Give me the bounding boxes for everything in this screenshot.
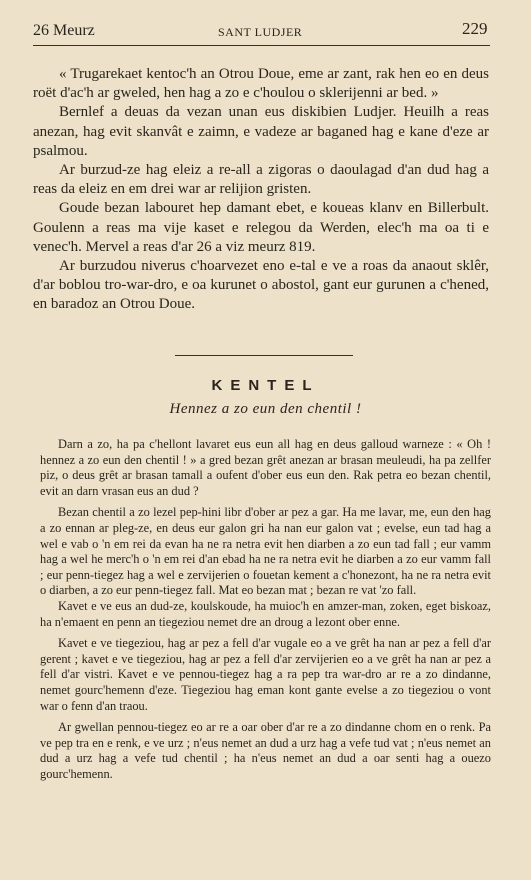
paragraph: Goude bezan labouret hep damant ebet, e koueas klanv en Billerbult. Goulenn a reas ma vije kaset e relegou da Werden, elec'h ma oa ti e venec'h. Mervel a reas d'ar 26 a viz meurz 819. xyxy=(33,200,489,255)
lesson-paragraph: Ar gwellan pennou-tiegez eo ar re a oar ober d'ar re a zo dindanne chom en o renk. Pa ve pep tra en e renk, e ve urz ; n'eus nemet an dud a urz hag a vefe tud vat ; n'eus nemet an dud a urz hag a vefe tud chentil ; ha n'eus nemet an dud a oar senti hag a ouezo gourc'hemenn. xyxy=(40,720,491,781)
section-subtitle: Hennez a zo eun den chentil ! xyxy=(169,401,362,417)
paragraph: Bernlef a deuas da vezan unan eus diskibien Ludjer. Heuilh a reas anezan, hag evit skanvât e zaimn, e vadeze ar baganed hag e kane d'eze ar psalmou. xyxy=(33,104,489,159)
page-number: 229 xyxy=(462,19,488,38)
section-divider xyxy=(175,355,353,356)
header-rule xyxy=(33,45,490,46)
paragraph: Ar burzud-ze hag eleiz a re-all a zigoras o daoulagad d'an dud hag a reas da eleiz en em drei war ar relijion gristen. xyxy=(33,162,489,198)
main-text xyxy=(33,65,489,315)
section-heading: KENTEL xyxy=(211,377,320,394)
paragraph: « Trugarekaet kentoc'h an Otrou Doue, eme ar zant, rak hen eo en deus roët d'ac'h ar gweled, hen hag a zo e c'houlou o sklerijenni ar bed. » xyxy=(33,66,489,102)
lesson-paragraph: Darn a zo, ha pa c'hellont lavaret eus eun all hag en deus galloud warneze : « Oh ! hennez a zo eun den chentil ! » a gred bezan grêt anezan ar brasan meuleudi, ha pa zellfer piz, o deus grêt ar brasan tamall a oufent d'ober eus eun den. Rak petra eo bezan chentil, evit an darn vrasan eus an dud ? xyxy=(40,437,491,498)
running-header-date: 26 Meurz xyxy=(33,22,95,39)
lesson-paragraph: Bezan chentil a zo lezel pep-hini libr d'ober ar pez a gar. Ha me lavar, me, eun den hag a zo ennan ar pleg-ze, en deus eur galon gri ha nan eur galon vat ; evelse, eun tad hag a wel e vab o 'n em rei da evan ha ne ra netra evit hen diarben a zo eun tad fall ; eur vamm hag a wel he merc'h o 'n em rei d'an ebad ha ne ra netra evit he diarben a zo eur vamm fall ; eur penn-tiegez hag a wel e zervijerien o fouetan kement a c'honezont, ha ne ra netra evit o diarben, a zo eur penn-tiegez fall. Mat eo bezan mat ; bezan re vat 'zo fall. xyxy=(40,505,491,598)
lesson-paragraph: Kavet e ve eus an dud-ze, koulskoude, ha muioc'h en amzer-man, zoken, eget biskoaz, ha n'emaent en penn an tiegeziou nemet dre an droug a lezont ober enne. xyxy=(40,598,491,629)
paragraph: Ar burzudou niverus c'hoarvezet eno e-tal e ve a roas da anaout sklêr, d'ar boblou tro-war-dro, e oa kurunet o abostol, gant eur gurunen a c'hened, en baradoz an Otrou Doue. xyxy=(33,258,489,313)
running-header-title: SANT LUDJER xyxy=(218,25,303,39)
lesson-paragraph: Kavet e ve tiegeziou, hag ar pez a fell d'ar vugale eo a ve grêt ha nan ar pez a fell d'ar gerent ; kavet e ve tiegeziou, hag ar pez a fell d'ar zervijerien eo a ve grêt ha nan ar pez a fell d'ar vistri. Kavet e ve pennou-tiegez hag a ra pep tra war-dro ar re a zo dindanne, nemet gourc'hemenn d'eze. Tiegeziou hag eman kont gante evelse a zo tiegeziou o vont war o fenn d'an traou. xyxy=(40,636,491,713)
lesson-text xyxy=(40,437,491,782)
